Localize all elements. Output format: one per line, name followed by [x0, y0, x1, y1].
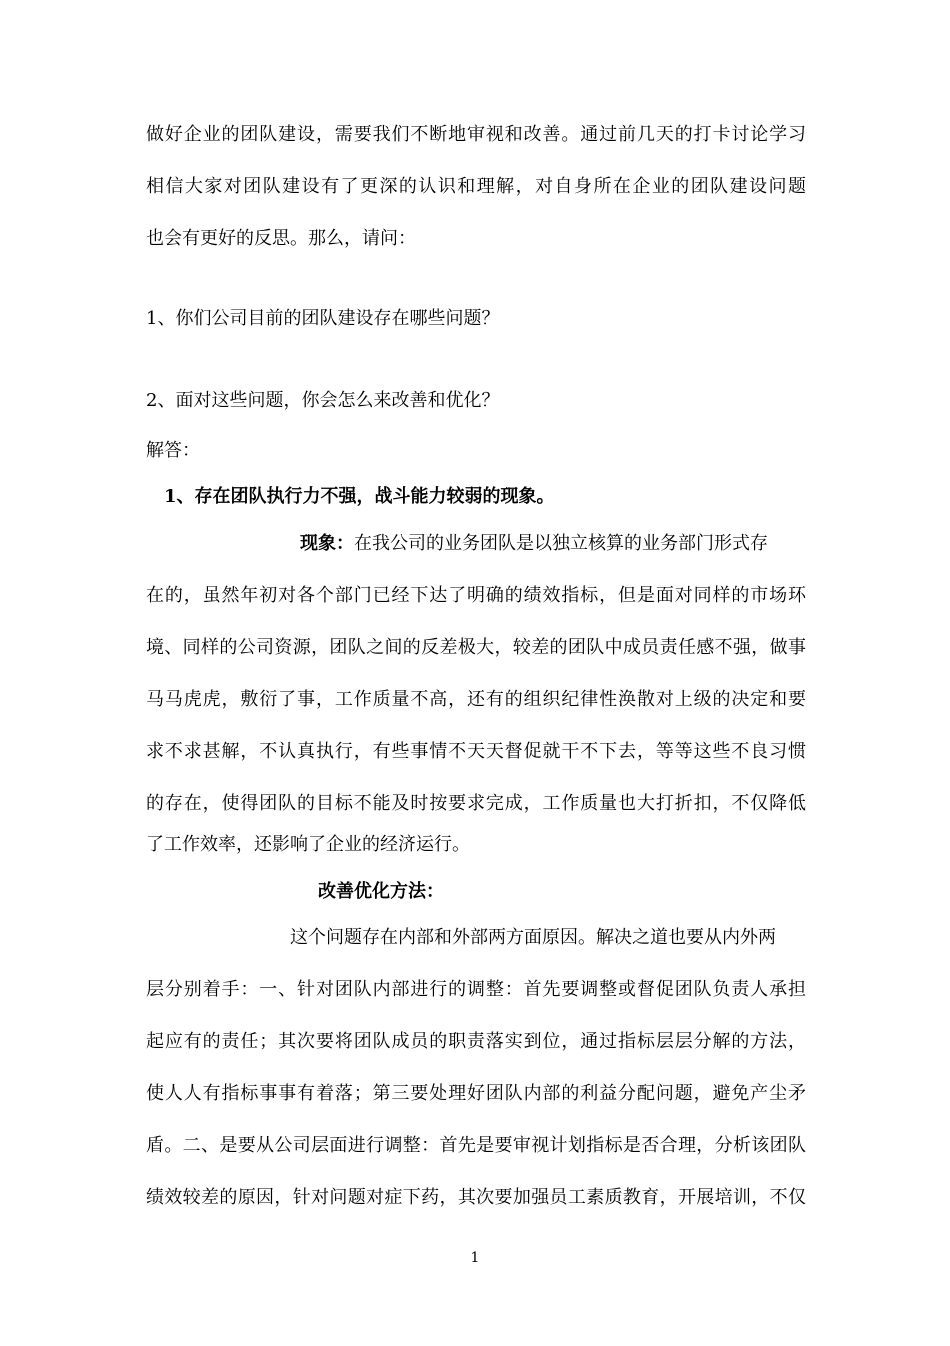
improve-label: 改善优化方法： [318, 881, 444, 902]
question-2: 2、面对这些问题，你会怎么来改善和优化？ [146, 390, 500, 411]
phenomenon-line-5: 求不求甚解，不认真执行，有些事情不天天督促就干不下去，等等这些不良习惯 [146, 741, 806, 762]
improve-line-3: 起应有的责任；其次要将团队成员的职责落实到位，通过指标层层分解的方法， [146, 1031, 806, 1052]
intro-line-2: 相信大家对团队建设有了更深的认识和理解，对自身所在企业的团队建设问题 [146, 176, 806, 197]
intro-line-1: 做好企业的团队建设，需要我们不断地审视和改善。通过前几天的打卡讨论学习 [146, 124, 806, 145]
phenomenon-line-7: 了工作效率，还影响了企业的经济运行。 [146, 834, 470, 855]
phenomenon-line-3: 境、同样的公司资源，团队之间的反差极大，较差的团队中成员责任感不强，做事 [146, 637, 806, 658]
intro-line-3: 也会有更好的反思。那么，请问： [146, 228, 416, 249]
phenomenon-line-4: 马马虎虎，敷衍了事，工作质量不高，还有的组织纪律性涣散对上级的决定和要 [146, 689, 806, 710]
phenomenon-first-line [300, 528, 806, 560]
phenomenon-line-6: 的存在，使得团队的目标不能及时按要求完成，工作质量也大打折扣，不仅降低 [146, 793, 806, 814]
improve-first-line: 这个问题存在内部和外部两方面原因。解决之道也要从内外两 [290, 927, 776, 948]
section-heading: 1、存在团队执行力不强，战斗能力较弱的现象。 [164, 486, 555, 507]
phenomenon-line-2: 在的，虽然年初对各个部门已经下达了明确的绩效指标，但是面对同样的市场环 [146, 585, 806, 606]
improve-line-5: 盾。二、是要从公司层面进行调整：首先是要审视计划指标是否合理，分析该团队 [146, 1135, 806, 1156]
phenomenon-first-text: 在我公司的业务团队是以独立核算的业务部门形式存 [354, 533, 768, 554]
improve-line-4: 使人人有指标事事有着落；第三要处理好团队内部的利益分配问题，避免产尘矛 [146, 1083, 806, 1104]
page-number: 1 [470, 1250, 480, 1266]
improve-line-2: 层分别着手：一、针对团队内部进行的调整：首先要调整或督促团队负责人承担 [146, 979, 806, 1000]
answer-label: 解答： [146, 440, 200, 461]
improve-line-6: 绩效较差的原因，针对问题对症下药，其次要加强员工素质教育，开展培训，不仅 [146, 1187, 806, 1208]
question-1: 1、你们公司目前的团队建设存在哪些问题？ [146, 308, 500, 329]
phenomenon-label: 现象： [300, 533, 354, 554]
